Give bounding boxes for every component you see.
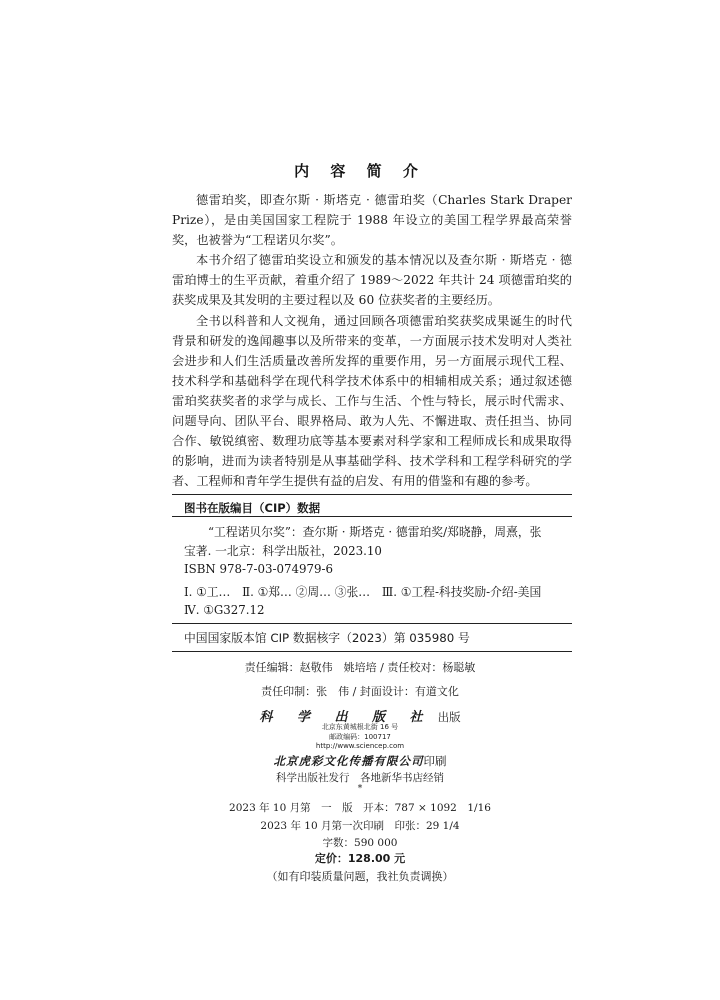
cip-heading-rule <box>172 516 572 517</box>
separator-star: * <box>357 784 363 794</box>
summary-paragraph-3: 全书以科普和人文视角，通过回顾各项德雷珀奖获奖成果诞生的时代背景和研发的逸闻趣事以及所带来的变革，一方面展示技术发明对人类社会进步和人们生活质量改善所发挥的重要作用，另一方面展示现代工程、技术科学和基础科学在现代科学技术体系中的相辅相成关系；通过叙述德雷珀奖获奖者的求学与成长、工作与生活、个性与特长，展示时代需求、问题导向、团队平台、眼界格局、敢为人先、不懈进取、责任担当、协同合作、敏锐缜密、数理功底等基本要素对科学家和工程师成长和成果取得的影响，进而为读者特别是从事基础学科、技术学科和工程学科研究的学者、工程师和青年学生提供有益的启发、有用的借鉴和有趣的参考。 <box>172 313 572 489</box>
summary-body <box>172 190 572 491</box>
cip-heading: 图书在版编目（CIP）数据 <box>184 501 321 515</box>
summary-paragraph-1: 德雷珀奖，即查尔斯 · 斯塔克 · 德雷珀奖（Charles Stark Draper Prize），是由美国国家工程院于 1988 年设立的美国工程学界最高荣誉奖，也被誉为“工程诺贝尔奖”。 <box>172 193 572 248</box>
publisher-postcode: 邮政编码：100717 <box>329 733 391 741</box>
cip-line-1: “工程诺贝尔奖”：查尔斯 · 斯塔克 · 德雷珀奖/郑晓静，周熹，张 <box>208 525 542 539</box>
cip-bottom-rule <box>172 651 572 652</box>
distribution-line: 科学出版社发行 各地新华书店经销 <box>276 772 444 784</box>
cip-line-5: Ⅳ. ①G327.12 <box>184 603 265 617</box>
summary-paragraph-2: 本书介绍了德雷珀奖设立和颁发的基本情况以及查尔斯 · 斯塔克 · 德雷珀博士的生平贡献，着重介绍了 1989～2022 年共计 24 项德雷珀奖的获奖成果及其发明的主要过程以及 60 位获奖者的主要经历。 <box>172 253 572 308</box>
credits-editors: 责任编辑：赵敬伟 姚培培 / 责任校对：杨聪敏 <box>244 661 476 674</box>
cip-record <box>184 523 572 620</box>
printer-suffix: 印刷 <box>423 754 447 768</box>
cip-mid-rule <box>172 623 572 624</box>
printer-line <box>0 753 720 769</box>
publisher-website: http://www.sciencep.com <box>315 742 405 750</box>
publisher-suffix: 出版 <box>437 710 461 724</box>
printer-name: 北京虎彩文化传播有限公司 <box>273 754 424 768</box>
price: 定价：128.00 元 <box>314 852 406 865</box>
cip-line-3: ISBN 978-7-03-074979-6 <box>184 562 333 576</box>
publisher-logo: 科 学 出 版 社 <box>259 710 433 725</box>
cip-top-rule <box>172 494 572 495</box>
cip-line-4: Ⅰ. ①工… Ⅱ. ①郑… ②周… ③张… Ⅲ. ①工程-科技奖励-介绍-美国 <box>184 584 542 599</box>
edition-line: 2023 年 10 月第 一 版 开本：787 × 1092 1/16 <box>229 802 491 814</box>
word-count: 字数：590 000 <box>322 837 398 849</box>
credits-print-design: 责任印制：张 伟 / 封面设计：有道文化 <box>261 685 459 698</box>
summary-title: 内 容 简 介 <box>294 162 426 180</box>
publisher-address: 北京东黄城根北街 16 号 <box>321 723 399 731</box>
quality-notice: （如有印装质量问题，我社负责调换） <box>266 870 454 883</box>
cip-line-2: 宝著. 一北京：科学出版社，2023.10 <box>184 543 382 558</box>
cip-check-number: 中国国家版本馆 CIP 数据核字（2023）第 035980 号 <box>184 631 470 645</box>
printing-line: 2023 年 10 月第一次印刷 印张：29 1/4 <box>260 820 460 832</box>
